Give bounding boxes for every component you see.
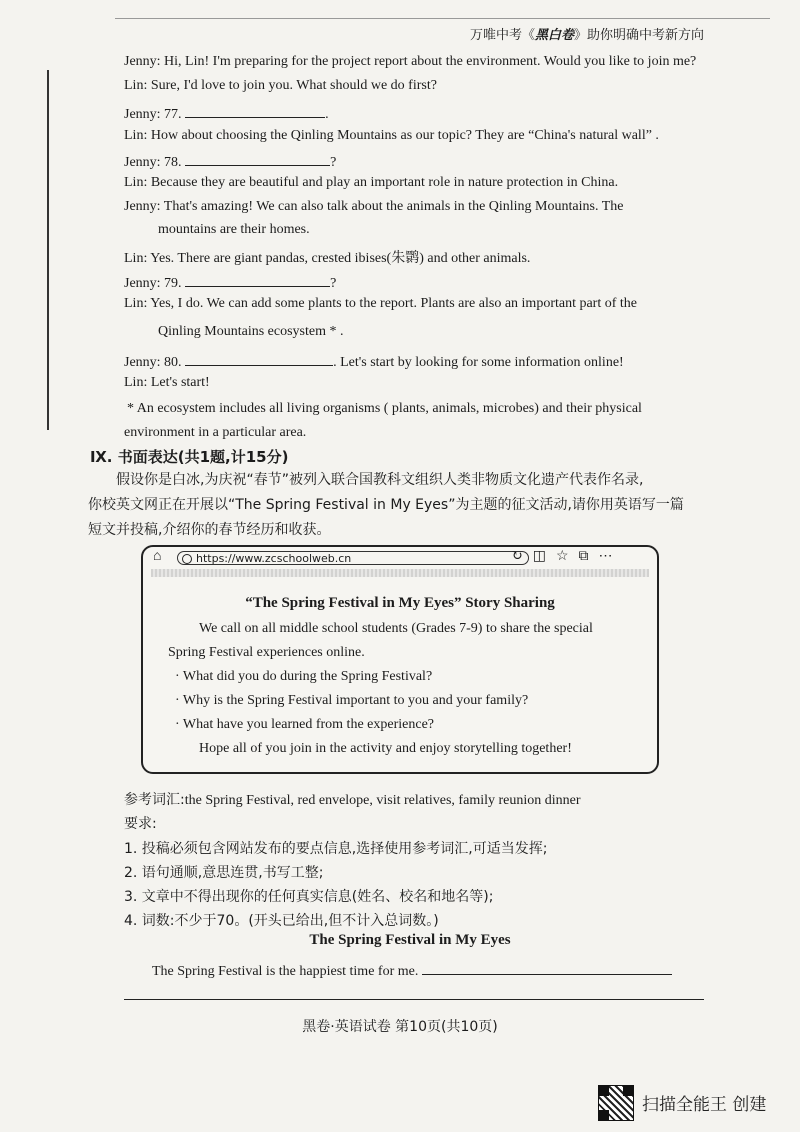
dialogue-line: Jenny: 80. . Let's start by looking for some information online!	[124, 351, 624, 371]
dialogue-line: Jenny: 77. .	[124, 103, 329, 123]
home-icon[interactable]: ⌂	[153, 549, 162, 564]
favorite-icon[interactable]: ☆	[555, 549, 579, 564]
dialogue-line: Jenny: 79. ?	[124, 272, 336, 292]
qr-code-icon	[598, 1085, 634, 1121]
dialogue-line: Lin: Yes, I do. We can add some plants to the report. Plants are also an important part of the	[124, 296, 638, 311]
question-item: · What have you learned from the experience?	[175, 717, 434, 732]
footnote: * An ecosystem includes all living organisms ( plants, animals, microbes) and their physical	[127, 401, 642, 416]
refresh-icon[interactable]: ↻	[511, 549, 533, 564]
url-text: https://www.zcschoolweb.cn	[196, 552, 352, 565]
section-title: Ⅸ. 书面表达(共1题,计15分)	[90, 448, 289, 466]
toolbar-divider	[151, 569, 649, 577]
address-bar[interactable]	[177, 551, 529, 565]
browser-toolbar	[143, 547, 657, 569]
search-icon	[182, 554, 192, 564]
requirement-item: 4. 词数:不少于70。(开头已给出,但不计入总词数。)	[124, 913, 439, 929]
answer-blank-80[interactable]	[185, 351, 333, 366]
dialogue-line: Lin: Because they are beautiful and play an important role in nature protection in China.	[124, 175, 619, 190]
announcement-title: “The Spring Festival in My Eyes” Story Sharing	[245, 595, 555, 611]
answer-blank-78[interactable]	[185, 151, 330, 166]
dialogue-line: Lin: How about choosing the Qinling Mountains as our topic? They are “China's natural wall” .	[124, 128, 659, 143]
top-rule	[115, 18, 770, 19]
announcement-text: Spring Festival experiences online.	[168, 645, 365, 660]
answer-blank-79[interactable]	[185, 272, 330, 287]
page-footer: 黑卷·英语试卷 第10页(共10页)	[302, 1019, 498, 1035]
announcement-closing: Hope all of you join in the activity and enjoy storytelling together!	[199, 741, 572, 756]
dialogue-line: Lin: Yes. There are giant pandas, crested ibises(朱鹮) and other animals.	[124, 251, 531, 266]
dialogue-line: Jenny: That's amazing! We can also talk about the animals in the Qinling Mountains. The	[124, 199, 624, 214]
dialogue-line: Jenny: Hi, Lin! I'm preparing for the project report about the environment. Would you like to join me?	[124, 54, 697, 69]
extensions-icon[interactable]: ⧉	[578, 549, 599, 564]
requirements-label: 要求:	[124, 816, 157, 832]
essay-answer-line[interactable]	[422, 960, 672, 975]
toolbar-icons	[511, 548, 623, 565]
answer-blank-77[interactable]	[185, 103, 325, 118]
essay-answer-line[interactable]	[124, 999, 704, 1000]
dialogue-line: Qinling Mountains ecosystem * .	[158, 324, 344, 339]
more-icon[interactable]: ⋯	[598, 549, 623, 564]
scanner-watermark: 扫描全能王 创建	[642, 1095, 767, 1115]
question-item: · What did you do during the Spring Festival?	[175, 669, 433, 684]
dialogue-line: Lin: Let's start!	[124, 375, 210, 390]
writing-prompt: 假设你是白冰,为庆祝“春节”被列入联合国教科文组织人类非物质文化遗产代表作名录, 你校英文网正在开展以“The Spring Festival in My Eyes”为主题的征文活动,请你用英语写一篇 短文并投稿,介绍你的春节经历和收获。	[88, 472, 684, 538]
requirement-item: 1. 投稿必须包含网站发布的要点信息,选择使用参考词汇,可适当发挥;	[124, 841, 548, 857]
header-tagline: 万唯中考《黑白卷》助你明确中考新方向	[469, 28, 704, 43]
vocab-line: 参考词汇:the Spring Festival, red envelope, visit relatives, family reunion dinner	[124, 792, 581, 808]
footnote: environment in a particular area.	[124, 425, 307, 440]
essay-title: The Spring Festival in My Eyes	[309, 932, 511, 948]
question-item: · Why is the Spring Festival important to you and your family?	[175, 693, 529, 708]
brand-name: 黑白卷	[534, 28, 574, 43]
dialogue-line: mountains are their homes.	[158, 222, 310, 237]
requirement-item: 2. 语句通顺,意思连贯,书写工整;	[124, 865, 324, 881]
dialogue-line: Jenny: 78. ?	[124, 151, 336, 171]
requirement-item: 3. 文章中不得出现你的任何真实信息(姓名、校名和地名等);	[124, 889, 494, 905]
dialogue-line: Lin: Sure, I'd love to join you. What should we do first?	[124, 78, 437, 93]
margin-binding-line	[47, 70, 49, 430]
browser-window	[141, 545, 659, 774]
reader-icon[interactable]: ◫	[532, 549, 556, 564]
essay-opening: The Spring Festival is the happiest time for me.	[152, 960, 672, 980]
announcement-text: We call on all middle school students (Grades 7-9) to share the special	[199, 621, 593, 636]
